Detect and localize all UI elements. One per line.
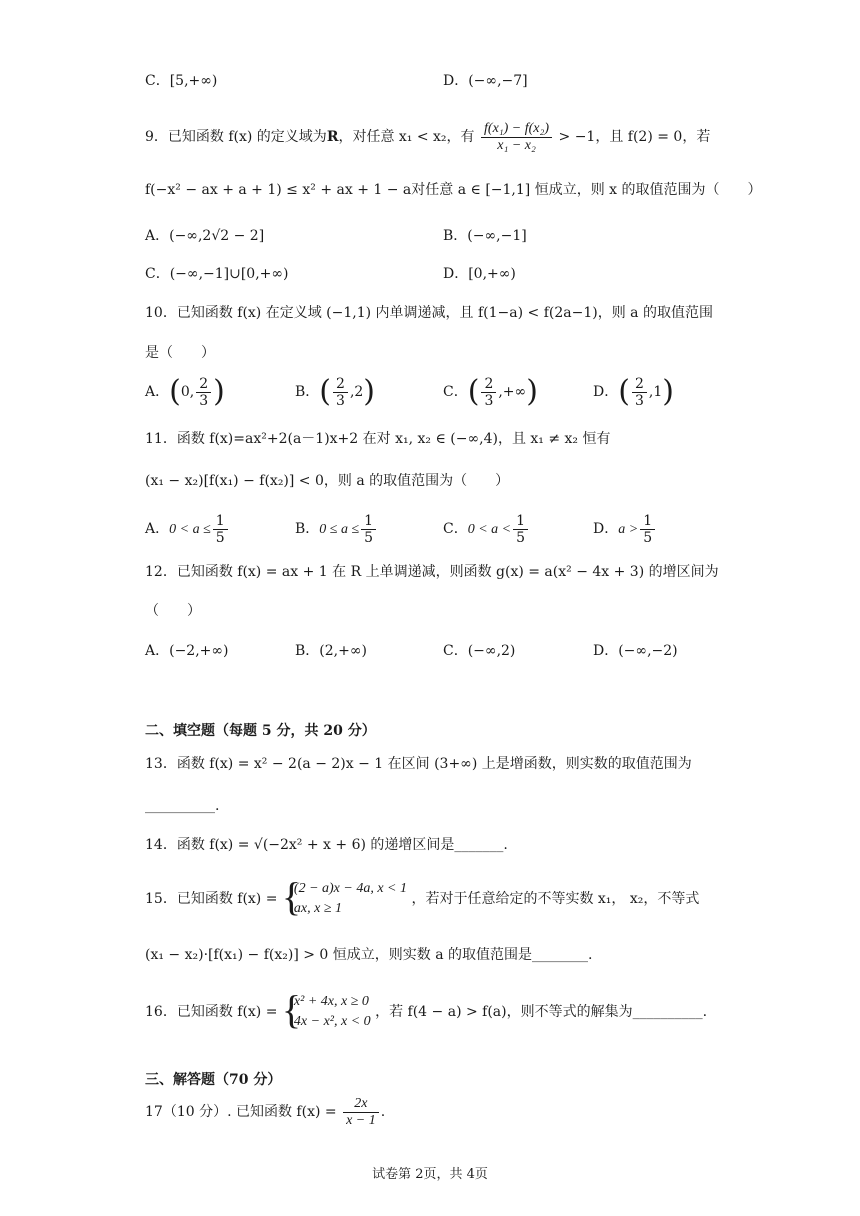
q15-case-2: ax, x ≥ 1 [293,901,343,916]
q11-frac-denominator: 5 [516,529,526,546]
q15-stem-line2: (x₁ − x₂)·[f(x₁) − f(x₂)] > 0 恒成立，则实数 a 的取值范围是________. [145,947,593,963]
q9-stem-post: > −1，且 f(2) = 0，若 [558,129,711,145]
q11-stem-line1: 11．函数 f(x)=ax²+2(a－1)x+2 在对 x₁, x₂ ∈ (−∞,4)，且 x₁ ≠ x₂ 恒有 [145,431,611,447]
q10-option-a: A．(0, $\frac{2}{3}$ ) [145,374,225,409]
q11-option-b [295,509,378,550]
q16-stem-post: ，若 f(4 − a) > f(a)，则不等式的解集为__________. [375,1004,708,1020]
q17-frac-numerator: 2x [343,1096,379,1113]
q10-frac-numerator: 2 [481,376,496,393]
q11-frac-denominator: 5 [364,529,374,546]
q15-stem-pre: 15．已知函数 f(x) = [145,891,278,907]
q17-stem-post: . [380,1104,386,1120]
q9-real-set: R [326,129,339,145]
q12-stem-line2: （ ） [145,603,201,619]
q11-frac-denominator: 5 [643,529,653,546]
q17-stem-pre: 17（10 分）. 已知函数 f(x) = [145,1104,337,1120]
q10-option-c-label: C． [443,384,468,400]
q13-stem-line1: 13．函数 f(x) = x² − 2(a − 2)x − 1 在区间 (3+∞) 上是增函数，则实数的取值范围为 [145,756,692,772]
q15-stem-line1 [145,876,699,922]
q11-option-d-label: D． [593,521,619,537]
q10-option-b: B．( $\frac{2}{3}$ ,2) [295,374,376,409]
q10-frac-denominator: 3 [199,392,209,409]
q16-case-1: x² + 4x, x ≥ 0 [293,994,369,1009]
q10-fraction-two-thirds [333,376,348,409]
q11-fraction-one-fifth [361,513,376,546]
q10-option-d-label: D． [593,384,619,400]
q10-option-b-right: ,2 [349,384,364,400]
q15-stem-post: ，若对于任意给定的不等实数 x₁， x₂，不等式 [411,891,700,907]
q9-difference-quotient [481,121,552,154]
q10-stem-line1: 10．已知函数 f(x) 在定义域 (−1,1) 内单调递减，且 f(1−a) < f(2a−1)，则 a 的取值范围 [145,305,713,321]
q10-frac-numerator: 2 [196,376,211,393]
q8-option-d: D．(−∞,−7] [443,73,528,89]
q12-stem-line1: 12．已知函数 f(x) = ax + 1 在 R 上单调递减，则函数 g(x) = a(x² − 4x + 3) 的增区间为 [145,564,719,580]
q9-stem-line1 [145,117,710,157]
q10-option-c-right: ,+∞ [498,384,527,400]
q10-option-b-label: B． [295,384,320,400]
section-fill-in-heading: 二、填空题（每题 5 分，共 20 分） [145,723,376,739]
q10-option-c: C．( $\frac{2}{3}$ ,+∞) [443,374,538,409]
q11-option-a-expr: 0 < a ≤ [169,522,211,537]
q11-option-d [593,509,657,550]
q11-option-a [145,509,230,550]
q9-option-d: D．[0,+∞) [443,266,516,282]
q10-option-d-right: ,1 [648,384,663,400]
q16-stem [145,989,707,1035]
q11-option-b-expr: 0 ≤ a ≤ [319,522,360,537]
q14-stem: 14．函数 f(x) = √(−2x² + x + 6) 的递增区间是_______. [145,837,508,853]
q16-case-2: 4x − x², x < 0 [293,1014,371,1029]
page-footer: 试卷第 2页，共 4页 [372,1167,488,1182]
q17-frac-denominator: x − 1 [346,1112,376,1128]
q12-option-c: C．(−∞,2) [443,643,516,659]
q11-fraction-one-fifth [213,513,228,546]
q11-option-c [443,509,530,550]
q17-stem [145,1092,385,1132]
q10-fraction-two-thirds [481,376,496,409]
q9-stem-pre: 9．已知函数 f(x) 的定义域为 [145,129,327,145]
q11-option-c-expr: 0 < a < [467,522,512,537]
q9-option-a: A．(−∞,2√2 − 2] [145,228,265,244]
q11-frac-numerator: 1 [213,513,228,530]
q9-stem-line2: f(−x² − ax + a + 1) ≤ x² + ax + 1 − a对任意 a ∈ [−1,1] 恒成立，则 x 的取值范围为（ ） [145,182,762,198]
q15-piecewise [281,874,407,919]
q9-option-b: B．(−∞,−1] [443,228,527,244]
q16-piecewise [281,987,371,1032]
q11-frac-numerator: 1 [361,513,376,530]
q9-option-c: C．(−∞,−1]∪[0,+∞) [145,266,289,282]
q16-stem-pre: 16．已知函数 f(x) = [145,1004,278,1020]
q10-frac-denominator: 3 [634,392,644,409]
q11-fraction-one-fifth [640,513,655,546]
q10-stem-line2: 是（ ） [145,345,215,361]
q10-fraction-two-thirds [196,376,211,409]
q10-frac-denominator: 3 [484,392,494,409]
left-brace-icon: { [281,987,302,1032]
q10-frac-denominator: 3 [336,392,345,409]
q11-frac-numerator: 1 [640,513,655,530]
q8-option-c: C．[5,+∞) [145,73,218,89]
q11-option-a-label: A． [145,521,170,537]
q10-option-a-label: A． [145,384,170,400]
q11-option-b-label: B． [295,521,320,537]
q10-frac-numerator: 2 [333,376,348,393]
q9-frac-numerator: f(x₁) − f(x₂) [481,121,552,138]
q10-fraction-two-thirds [632,376,647,409]
q13-answer-blank: __________. [145,798,220,814]
q11-stem-line2: (x₁ − x₂)[f(x₁) − f(x₂)] < 0，则 a 的取值范围为（ ） [145,473,510,489]
q15-case-1: (2 − a)x − 4a, x < 1 [293,881,407,896]
q9-frac-denominator: x₁ − x₂ [497,137,536,153]
q11-fraction-one-fifth [513,513,528,546]
q10-frac-numerator: 2 [632,376,647,393]
q17-fraction [343,1096,379,1129]
q12-option-a: A．(−2,+∞) [145,643,229,659]
q11-frac-numerator: 1 [513,513,528,530]
q11-option-d-expr: a > [618,522,639,537]
q10-option-a-left: 0, [180,384,195,400]
section-answer-heading: 三、解答题（70 分） [145,1072,282,1088]
left-brace-icon: { [281,874,302,919]
q11-option-c-label: C． [443,521,468,537]
q12-option-d: D．(−∞,−2) [593,643,678,659]
q12-option-b: B．(2,+∞) [295,643,367,659]
q11-frac-denominator: 5 [215,529,225,546]
q9-stem-mid: ，对任意 x₁ < x₂，有 [338,129,475,145]
q10-option-d: D．( $\frac{2}{3}$ ,1) [593,374,674,409]
